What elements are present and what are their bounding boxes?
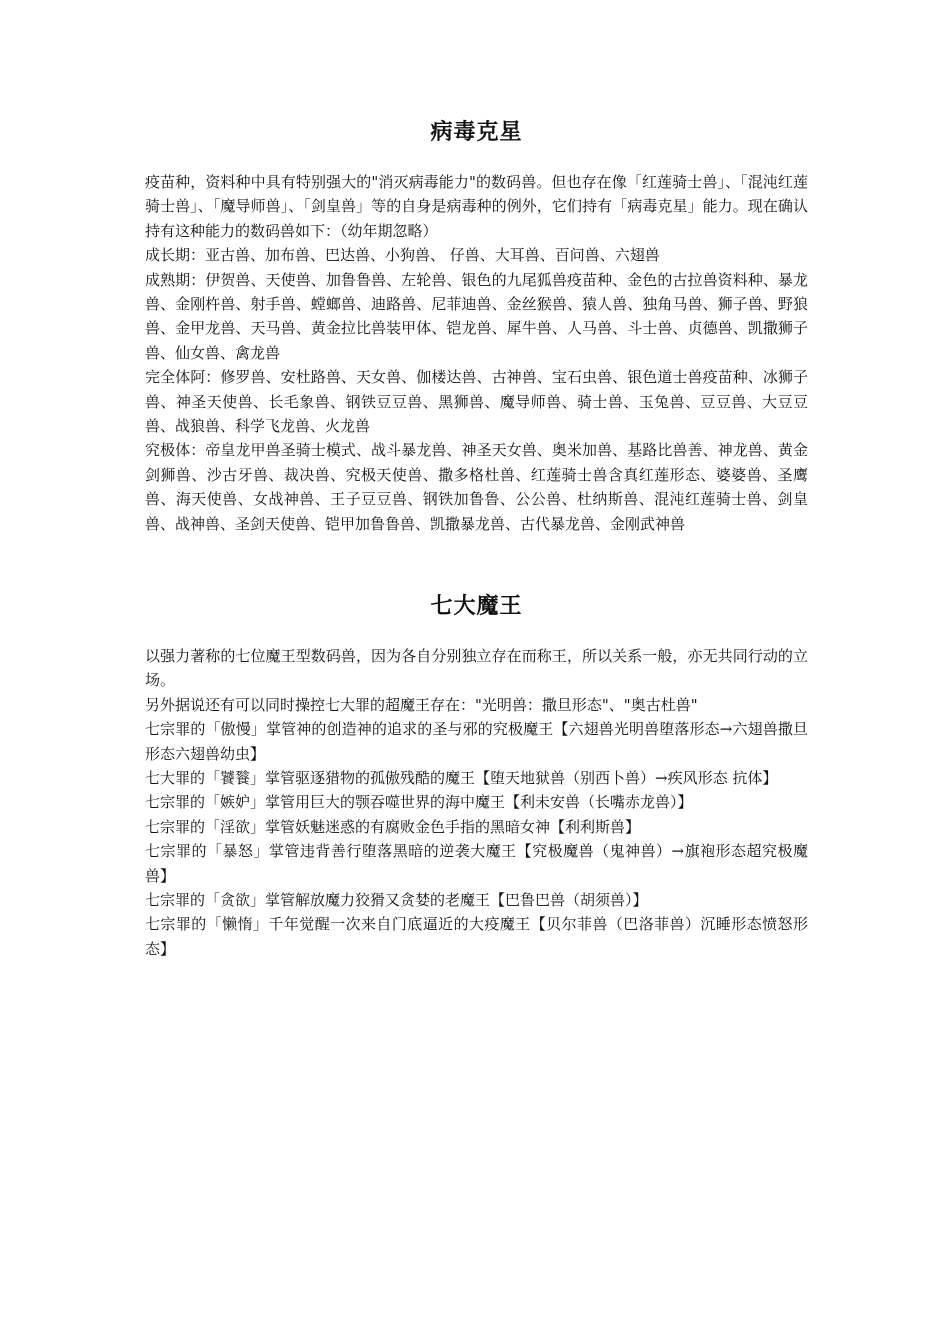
paragraph-sloth: 七宗罪的「懒惰」千年觉醒一次来自门底逼近的大疫魔王【贝尔菲兽（巴洛菲兽）沉睡形态愤怒形态】 <box>145 915 808 958</box>
paragraph-demon-intro: 以强力著称的七位魔王型数码兽，因为各自分别独立存在而称王，所以关系一般，亦无共同行动的立场。 <box>145 647 808 690</box>
paragraph-intro: 疫苗种，资料种中具有特别强大的"消灭病毒能力"的数码兽。但也存在像「红莲骑士兽」、「混沌红莲骑士兽」、「魔导师兽」、「剑皇兽」等的自身是病毒种的例外，它们持有「病毒克星」能力。现在确认持有这种能力的数码兽如下：（幼年期忽略） <box>145 173 808 240</box>
section-virus-buster <box>145 118 808 536</box>
paragraph-gluttony: 七大罪的「饕餮」掌管驱逐猎物的孤傲残酷的魔王【堕天地狱兽（别西卜兽）→疾风形态 抗体】 <box>145 769 778 788</box>
section-title-seven-demon-lords: 七大魔王 <box>430 594 523 619</box>
paragraph-mega: 究极体：帝皇龙甲兽圣骑士模式、战斗暴龙兽、神圣天女兽、奥米加兽、基路比兽善、神龙兽、黄金剑狮兽、沙古牙兽、裁决兽、究极天使兽、撒多格杜兽、红莲骑士兽含真红莲形态、婆婆兽、圣鹰兽、海天使兽、女战神兽、王子豆豆兽、钢铁加鲁鲁、公公兽、杜纳斯兽、混沌红莲骑士兽、剑皇兽、战神兽、圣剑天使兽、铠甲加鲁鲁兽、凯撒暴龙兽、古代暴龙兽、金刚武神兽 <box>145 441 808 533</box>
paragraph-champion: 成熟期：伊贺兽、天使兽、加鲁鲁兽、左轮兽、银色的九尾狐兽疫苗种、金色的古拉兽资料种、暴龙兽、金刚杵兽、射手兽、螳螂兽、迪路兽、尼菲迪兽、金丝猴兽、猿人兽、独角马兽、狮子兽、野狼兽、金甲龙兽、天马兽、黄金拉比兽装甲体、铠龙兽、犀牛兽、人马兽、斗士兽、贞德兽、凯撒狮子兽、仙女兽、禽龙兽 <box>145 270 808 362</box>
paragraph-lust: 七宗罪的「淫欲」掌管妖魅迷惑的有腐败金色手指的黑暗女神【利利斯兽】 <box>145 817 641 836</box>
paragraph-envy: 七宗罪的「嫉妒」掌管用巨大的颚吞噬世界的海中魔王【利未安兽（长嘴赤龙兽）】 <box>145 793 693 812</box>
paragraph-ultimate: 完全体阿：修罗兽、安杜路兽、天女兽、伽楼达兽、古神兽、宝石虫兽、银色道士兽疫苗种、冰狮子兽、神圣天使兽、长毛象兽、钢铁豆豆兽、黑狮兽、魔导师兽、骑士兽、玉兔兽、豆豆兽、大豆豆兽、战狼兽、科学飞龙兽、火龙兽 <box>145 368 808 436</box>
paragraph-pride: 七宗罪的「傲慢」掌管神的创造神的追求的圣与邪的究极魔王【六翅兽光明兽堕落形态→六翅兽撒旦形态六翅兽幼虫】 <box>145 720 808 763</box>
section-title-virus-buster: 病毒克星 <box>430 120 523 145</box>
paragraph-super-demon: 另外据说还有可以同时操控七大罪的超魔王存在："光明兽：撒旦形态"、"奥古杜兽" <box>145 695 698 714</box>
paragraph-rookie: 成长期：亚古兽、加布兽、巴达兽、小狗兽、 仔兽、大耳兽、百问兽、六翅兽 <box>145 246 660 265</box>
section-seven-demon-lords <box>145 592 808 961</box>
paragraph-wrath: 七宗罪的「暴怒」掌管违背善行堕落黑暗的逆袭大魔王【究极魔兽（鬼神兽）→旗袍形态超究极魔兽】 <box>145 842 808 885</box>
paragraph-greed: 七宗罪的「贪欲」掌管解放魔力狡猾又贪婪的老魔王【巴鲁巴兽（胡须兽）】 <box>145 891 648 910</box>
